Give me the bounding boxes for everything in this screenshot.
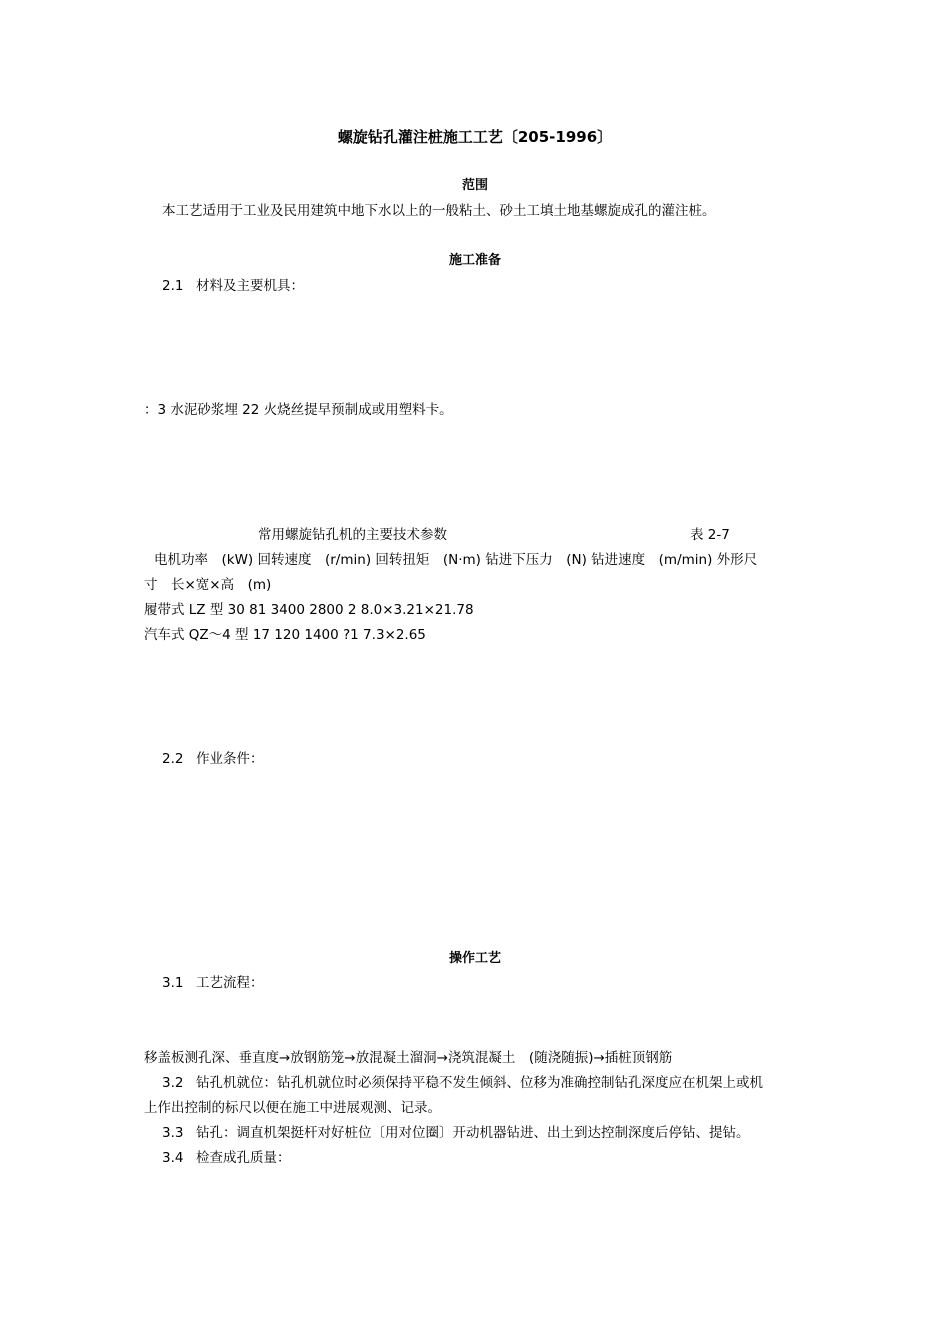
item-3-2 (162, 1073, 763, 1093)
item-text: 钻孔机就位：钻孔机就位时必须保持平稳不发生倾斜、位移为准确控制钻孔深度应在机架上或机 (196, 1075, 763, 1091)
section-heading-preparation: 施工准备 (448, 253, 501, 268)
item-number: 3.4 (162, 1150, 184, 1166)
table-number: 表 2-7 (690, 527, 730, 543)
item-number: 3.3 (162, 1125, 184, 1141)
document-title: 螺旋钻孔灌注桩施工工艺〔205-1996〕 (337, 128, 613, 146)
item-3-4 (162, 1148, 291, 1168)
item-number: 3.1 (162, 975, 184, 991)
item-text: 工艺流程： (196, 975, 264, 991)
item-text: 检查成孔质量： (196, 1150, 291, 1166)
process-flow: 移盖板测孔深、垂直度→放钢筋笼→放混凝土溜洞→浇筑混凝土 (随浇随振)→插桩顶钢筋 (144, 1050, 673, 1066)
item-text: 材料及主要机具： (196, 278, 304, 294)
item-3-3 (162, 1123, 750, 1143)
item-3-1 (162, 973, 264, 993)
scope-paragraph: 本工艺适用于工业及民用建筑中地下水以上的一般粘土、砂土工填土地基螺旋成孔的灌注桩。 (162, 203, 716, 219)
item-number: 2.2 (162, 751, 184, 767)
table-row-1: 履带式 LZ 型 30 81 3400 2800 2 8.0×3.21×21.78 (144, 602, 474, 618)
item-number: 2.1 (162, 278, 184, 294)
item-2-2 (162, 749, 264, 769)
item-3-2-continued: 上作出控制的标尺以便在施工中进展观测、记录。 (144, 1100, 441, 1116)
table-header-line-1: 电机功率 (kW) 回转速度 (r/min) 回转扭矩 (N·m) 钻进下压力 (N) 钻进速度 (m/min) 外形尺 (154, 552, 758, 568)
item-text: 钻孔：调直机架挺杆对好桩位〔用对位圈〕开动机器钻进、出土到达控制深度后停钻、提钻。 (196, 1125, 750, 1141)
table-header-line-2: 寸 长×宽×高 (m) (144, 577, 272, 593)
section-heading-operation: 操作工艺 (448, 951, 501, 966)
item-text: 作业条件： (196, 751, 264, 767)
table-caption: 常用螺旋钻孔机的主要技术参数 (258, 527, 447, 543)
materials-note: ：3 水泥砂浆埋 22 火烧丝提早预制成或用塑料卡。 (144, 402, 453, 418)
table-row-2: 汽车式 QZ～4 型 17 120 1400 ?1 7.3×2.65 (144, 627, 426, 643)
item-number: 3.2 (162, 1075, 184, 1091)
section-heading-scope: 范围 (461, 178, 488, 193)
item-2-1 (162, 276, 304, 296)
